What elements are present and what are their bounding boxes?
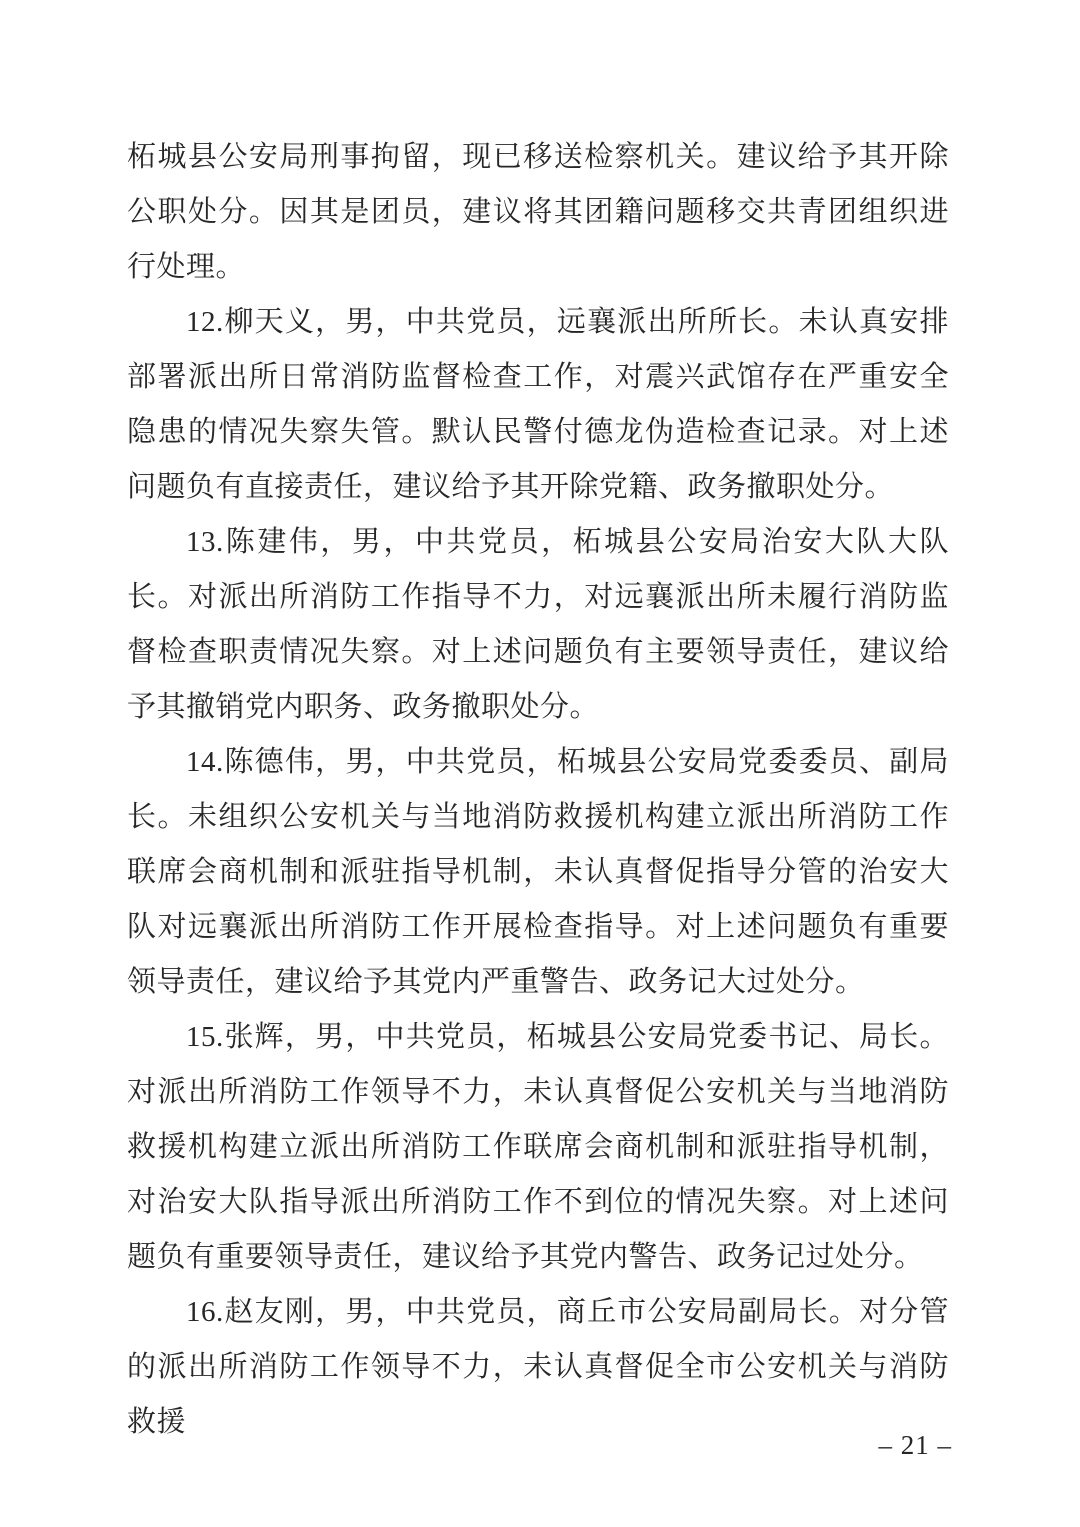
paragraph-continuation: 柘城县公安局刑事拘留，现已移送检察机关。建议给予其开除公职处分。因其是团员，建议将其团籍问题移交共青团组织进行处理。 xyxy=(127,141,949,283)
page-number: – 21 – xyxy=(878,1430,952,1460)
paragraph-item-12: 12.柳天义，男，中共党员，远襄派出所所长。未认真安排部署派出所日常消防监督检查工作，对震兴武馆存在严重安全隐患的情况失察失管。默认民警付德龙伪造检查记录。对上述问题负有直接责任，建议给予其开除党籍、政务撤职处分。 xyxy=(127,306,949,503)
document-body xyxy=(127,130,949,1450)
paragraph-item-15: 15.张辉，男，中共党员，柘城县公安局党委书记、局长。对派出所消防工作领导不力，未认真督促公安机关与当地消防救援机构建立派出所消防工作联席会商机制和派驻指导机制，对治安大队指导派出所消防工作不到位的情况失察。对上述问题负有重要领导责任，建议给予其党内警告、政务记过处分。 xyxy=(127,1021,949,1273)
paragraph-item-16: 16.赵友刚，男，中共党员，商丘市公安局副局长。对分管的派出所消防工作领导不力，未认真督促全市公安机关与消防救援 xyxy=(127,1296,949,1438)
paragraph-item-14: 14.陈德伟，男，中共党员，柘城县公安局党委委员、副局长。未组织公安机关与当地消防救援机构建立派出所消防工作联席会商机制和派驻指导机制，未认真督促指导分管的治安大队对远襄派出所消防工作开展检查指导。对上述问题负有重要领导责任，建议给予其党内严重警告、政务记大过处分。 xyxy=(127,746,949,998)
paragraph-item-13: 13.陈建伟，男，中共党员，柘城县公安局治安大队大队长。对派出所消防工作指导不力，对远襄派出所未履行消防监督检查职责情况失察。对上述问题负有主要领导责任，建议给予其撤销党内职务、政务撤职处分。 xyxy=(127,526,949,723)
